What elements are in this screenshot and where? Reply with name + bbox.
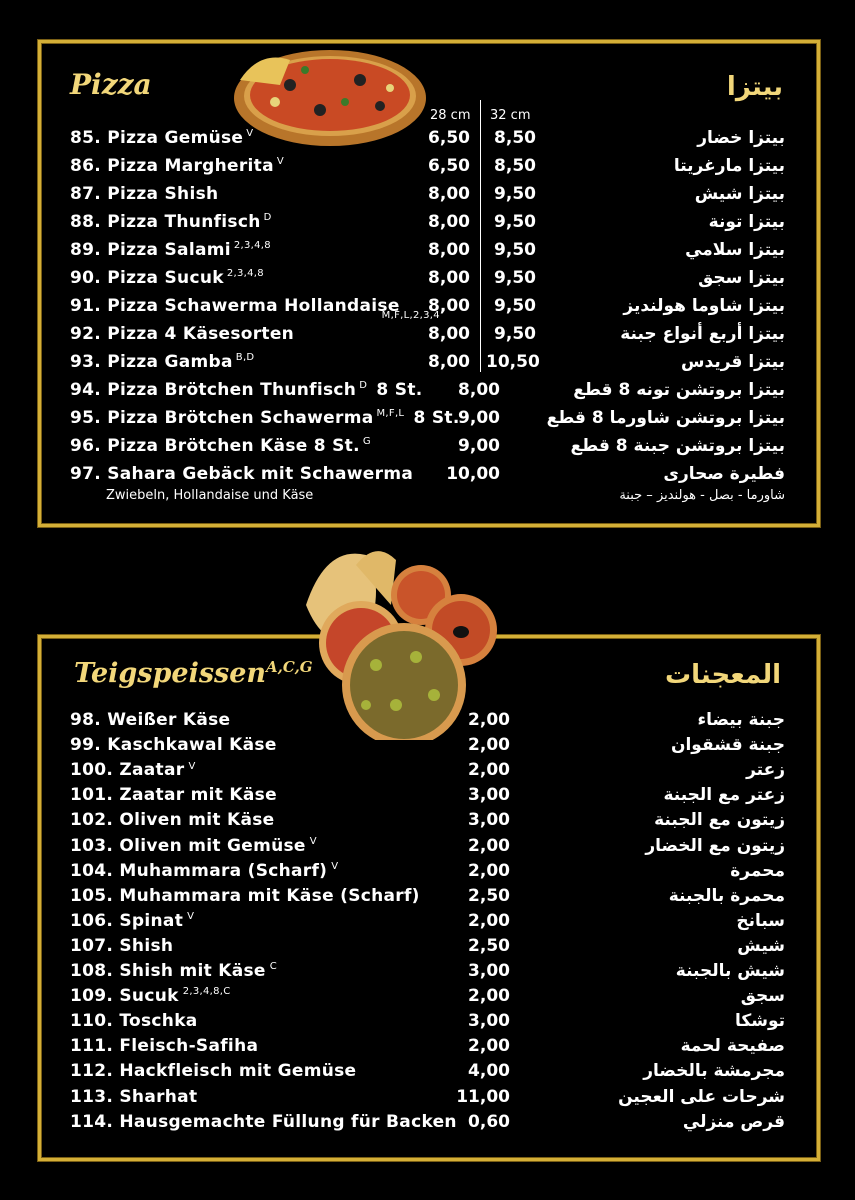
- pizza-title-ar: بيتزا: [726, 72, 783, 102]
- item-number: 90.: [70, 268, 108, 288]
- item-name-ar: سجق: [740, 986, 785, 1007]
- item-name-ar: بيتزا بروتشن جبنة 8 قطع: [570, 436, 785, 456]
- teig-title-text: Teigspeissen: [74, 658, 267, 689]
- allergen-codes: 2,3,4,8: [233, 240, 271, 252]
- allergen-codes: V: [246, 128, 254, 140]
- item-number: 112.: [70, 1061, 120, 1082]
- menu-row: [0, 128, 855, 156]
- price-28cm: 8,00: [428, 352, 470, 372]
- item-name-ar: بيتزا مارغريتا: [673, 156, 785, 176]
- item-number: 102.: [70, 810, 120, 831]
- price-28cm: 8,00: [428, 212, 470, 232]
- item-name: [70, 836, 317, 856]
- item-name: [70, 810, 275, 830]
- item-name-ar: بيتزا سلامي: [685, 240, 785, 260]
- item-name: [70, 268, 264, 288]
- price: 2,50: [468, 935, 510, 956]
- item-label: Shish: [119, 935, 174, 956]
- allergen-codes: G: [362, 436, 371, 448]
- item-name-ar: شرحات على العجين: [618, 1086, 785, 1107]
- item-name-ar: شيش: [737, 935, 785, 956]
- item-name-ar: مجرمشة بالخضار: [643, 1061, 785, 1082]
- menu-row: [0, 268, 855, 296]
- item-name-ar: جبنة بيضاء: [697, 710, 785, 730]
- price: 9,00: [458, 436, 500, 456]
- menu-row: [0, 861, 855, 889]
- allergen-codes: 2,3,4,8: [226, 268, 264, 280]
- menu-row: [0, 296, 855, 324]
- item-label: Pizza Salami: [107, 240, 231, 260]
- price: 2,00: [468, 860, 510, 881]
- item-number: 114.: [70, 1111, 120, 1132]
- item-label: Zaatar mit Käse: [119, 785, 277, 806]
- menu-row: [0, 785, 855, 813]
- item-label: Weißer Käse: [107, 710, 231, 730]
- item-name: [70, 184, 218, 204]
- item-number: 85.: [70, 128, 108, 148]
- allergen-codes: D: [359, 380, 368, 392]
- price: 0,60: [468, 1111, 510, 1132]
- item-name-ar: زيتون مع الجبنة: [654, 810, 785, 831]
- item-name: [70, 408, 460, 428]
- item-number: 92.: [70, 324, 108, 344]
- item-number: 107.: [70, 935, 120, 956]
- item-number: 106.: [70, 910, 120, 931]
- col-28cm: 28 cm: [430, 108, 471, 123]
- item-label: Kaschkawal Käse: [107, 735, 277, 756]
- item-label: Oliven mit Gemüse: [119, 835, 306, 856]
- price: 2,00: [468, 986, 510, 1007]
- item-name-ar: بيتزا خضار: [697, 128, 785, 148]
- item-name: [70, 436, 374, 456]
- item-number: 109.: [70, 986, 120, 1007]
- allergen-codes: B,D: [235, 352, 255, 364]
- item-number: 99.: [70, 735, 108, 756]
- price: 2,00: [468, 735, 510, 756]
- menu-row: [0, 156, 855, 184]
- item-name-ar: بيتزا بروتشن شاورما 8 قطع: [546, 408, 785, 428]
- price: 11,00: [456, 1086, 510, 1107]
- menu-row: [0, 911, 855, 939]
- price: 2,00: [468, 910, 510, 931]
- item-label: Fleisch-Safiha: [119, 1036, 259, 1057]
- price-32cm: 10,50: [486, 352, 540, 372]
- item-number: 87.: [70, 184, 108, 204]
- item-number: 95.: [70, 408, 108, 428]
- price-32cm: 9,50: [494, 296, 536, 316]
- allergen-codes: M,F,L,2,3,4: [381, 310, 440, 322]
- price: 2,00: [468, 760, 510, 781]
- item-name: [70, 1036, 258, 1056]
- item-name-ar: زعتر: [746, 760, 785, 781]
- item-number: 86.: [70, 156, 108, 176]
- menu-row: [0, 836, 855, 864]
- item-number: 105.: [70, 885, 120, 906]
- item-name: [70, 961, 277, 981]
- price-28cm: 6,50: [428, 128, 470, 148]
- price: 3,00: [468, 810, 510, 831]
- item-number: 93.: [70, 352, 108, 372]
- menu-row: [0, 352, 855, 380]
- item-number: 89.: [70, 240, 108, 260]
- item-number: 88.: [70, 212, 108, 232]
- item-name: [70, 986, 231, 1006]
- item-number: 91.: [70, 296, 108, 316]
- price-28cm: 8,00: [428, 324, 470, 344]
- menu-row: [0, 986, 855, 1014]
- item-label: Hackfleisch mit Gemüse: [119, 1061, 357, 1082]
- item-name-ar: بيتزا سجق: [698, 268, 785, 288]
- item-name-ar: بيتزا شاوما هولنديز: [623, 296, 785, 316]
- item-number: 111.: [70, 1036, 120, 1057]
- item-name-ar: بيتزا شيش: [694, 184, 785, 204]
- menu-row: [0, 184, 855, 212]
- item-label: Pizza Brötchen Schawerma: [107, 408, 374, 428]
- allergen-codes: 2,3,4,8,C: [182, 986, 231, 998]
- price-32cm: 9,50: [494, 268, 536, 288]
- item-name: [70, 710, 230, 730]
- item-label: Oliven mit Käse: [119, 810, 275, 831]
- item-name-ar: محمرة: [730, 860, 785, 881]
- price-32cm: 8,50: [494, 156, 536, 176]
- allergen-codes: V: [331, 860, 339, 872]
- item-number: 101.: [70, 785, 120, 806]
- item-number: 110.: [70, 1011, 120, 1032]
- item-label: Sahara Gebäck mit Schawerma: [107, 464, 414, 484]
- price: 3,00: [468, 785, 510, 806]
- menu-row: [0, 1061, 855, 1089]
- price: 10,00: [446, 464, 500, 484]
- item-name: [70, 735, 277, 755]
- item-label: Pizza 4 Käsesorten: [107, 324, 295, 344]
- price-32cm: 9,50: [494, 212, 536, 232]
- price-28cm: 8,00: [428, 296, 470, 316]
- item-name: [70, 886, 420, 906]
- teig-title-sup: A,C,G: [266, 658, 313, 676]
- item-name: [70, 296, 458, 322]
- menu-row: [0, 436, 855, 464]
- item-name-ar: سبانخ: [736, 910, 785, 931]
- price: 2,00: [468, 710, 510, 730]
- menu-row: [0, 240, 855, 268]
- allergen-codes: V: [188, 760, 196, 772]
- allergen-codes: M,F,L: [376, 408, 405, 420]
- item-name: [70, 324, 294, 344]
- menu-row: [0, 810, 855, 838]
- allergen-codes: V: [309, 835, 317, 847]
- menu-row: [0, 735, 855, 763]
- item-label: Pizza Brötchen Thunfisch: [107, 380, 357, 400]
- item-number: 104.: [70, 860, 120, 881]
- col-32cm: 32 cm: [490, 108, 531, 123]
- menu-row: [0, 380, 855, 408]
- item-name: [70, 156, 284, 176]
- sahara-description: Zwiebeln, Hollandaise und Käse: [106, 488, 314, 503]
- menu-row: [0, 1112, 855, 1140]
- item-label: Muhammara (Scharf): [119, 860, 328, 881]
- item-name: [70, 760, 196, 780]
- price: 2,00: [468, 1036, 510, 1057]
- price: 2,00: [468, 835, 510, 856]
- item-label: Pizza Margherita: [107, 156, 274, 176]
- menu-row: [0, 212, 855, 240]
- item-label: Pizza Sucuk: [107, 268, 224, 288]
- item-label: Sucuk: [119, 986, 179, 1007]
- price-28cm: 8,00: [428, 184, 470, 204]
- item-name-ar: فطيرة صحارى: [663, 464, 785, 484]
- item-label: Shish mit Käse: [119, 961, 266, 981]
- item-label: Muhammara mit Käse (Scharf): [119, 885, 420, 906]
- teig-title: [74, 658, 313, 689]
- item-name-ar: قرص منزلي: [682, 1111, 785, 1132]
- price: 8,00: [458, 380, 500, 400]
- item-name: [70, 128, 253, 148]
- item-name: [70, 464, 413, 484]
- item-name: [70, 861, 338, 881]
- item-number: 100.: [70, 760, 120, 781]
- item-number: 97.: [70, 464, 108, 484]
- item-name-ar: بيتزا بروتشن تونه 8 قطع: [573, 380, 785, 400]
- item-name-ar: بيتزا قريدس: [681, 352, 785, 372]
- item-label: Sharhat: [119, 1086, 198, 1107]
- item-number: 108.: [70, 961, 120, 981]
- item-name-ar: محمرة بالجبنة: [668, 885, 785, 906]
- price-32cm: 9,50: [494, 184, 536, 204]
- price-32cm: 9,50: [494, 324, 536, 344]
- allergen-codes: V: [187, 911, 195, 923]
- price: 9,00: [458, 408, 500, 428]
- menu-row: [0, 1087, 855, 1115]
- item-label: Spinat: [119, 910, 184, 931]
- price-28cm: 8,00: [428, 240, 470, 260]
- price: 3,00: [468, 1011, 510, 1032]
- item-name-ar: زعتر مع الجبنة: [663, 785, 785, 806]
- price-28cm: 8,00: [428, 268, 470, 288]
- item-name: [70, 380, 423, 400]
- item-name-ar: زيتون مع الخضار: [645, 835, 785, 856]
- menu-row: [0, 1036, 855, 1064]
- item-label: Hausgemachte Füllung für Backen: [119, 1111, 457, 1132]
- allergen-codes: C: [269, 961, 278, 973]
- item-number: 103.: [70, 835, 120, 856]
- item-name: [70, 1011, 198, 1031]
- item-number: 94.: [70, 380, 108, 400]
- sahara-description-ar: شاورما - بصل - هولنديز – جبنة: [619, 488, 785, 503]
- item-label: Pizza Schawerma Hollandaise: [107, 296, 400, 316]
- item-name-ar: شيش بالجبنة: [675, 961, 785, 981]
- item-name: [70, 1112, 457, 1132]
- item-name-ar: بيتزا تونة: [708, 212, 785, 232]
- teig-title-ar: المعجنات: [664, 660, 781, 690]
- item-name-ar: جبنة قشقوان: [670, 735, 785, 756]
- item-name: [70, 785, 277, 805]
- item-name-ar: بيتزا أربع أنواع جبنة: [620, 324, 785, 344]
- item-number: 96.: [70, 436, 108, 456]
- item-name-ar: صفيحة لحمة: [680, 1036, 785, 1057]
- item-label: Pizza Brötchen Käse 8 St.: [107, 436, 360, 456]
- price: 3,00: [468, 961, 510, 981]
- allergen-codes: D: [263, 212, 272, 224]
- menu-row: [0, 936, 855, 964]
- item-label: Zaatar: [119, 760, 185, 781]
- menu-row: [0, 408, 855, 436]
- menu-row: [0, 1011, 855, 1039]
- item-number: 98.: [70, 710, 108, 730]
- menu-row: [0, 760, 855, 788]
- item-label: Pizza Thunfisch: [107, 212, 261, 232]
- price-28cm: 6,50: [428, 156, 470, 176]
- item-label: Toschka: [119, 1011, 198, 1032]
- price: 2,50: [468, 885, 510, 906]
- item-qty: 8 St.: [407, 408, 460, 428]
- item-number: 113.: [70, 1086, 120, 1107]
- item-name: [70, 240, 271, 260]
- price: 4,00: [468, 1061, 510, 1082]
- allergen-codes: V: [276, 156, 285, 168]
- item-name: [70, 1061, 356, 1081]
- menu-row: [0, 961, 855, 989]
- item-name: [70, 936, 173, 956]
- item-name-ar: توشكا: [734, 1011, 785, 1032]
- pizza-title: Pizza: [70, 68, 152, 101]
- price-32cm: 9,50: [494, 240, 536, 260]
- menu-row: [0, 710, 855, 738]
- item-name: [70, 212, 272, 232]
- item-label: Pizza Gamba: [107, 352, 233, 372]
- menu-row: [0, 324, 855, 352]
- item-label: Pizza Shish: [107, 184, 219, 204]
- item-name: [70, 911, 194, 931]
- item-label: Pizza Gemüse: [107, 128, 244, 148]
- item-name: [70, 352, 254, 372]
- menu-row: [0, 886, 855, 914]
- item-name: [70, 1087, 197, 1107]
- price-32cm: 8,50: [494, 128, 536, 148]
- item-qty: 8 St.: [370, 380, 423, 400]
